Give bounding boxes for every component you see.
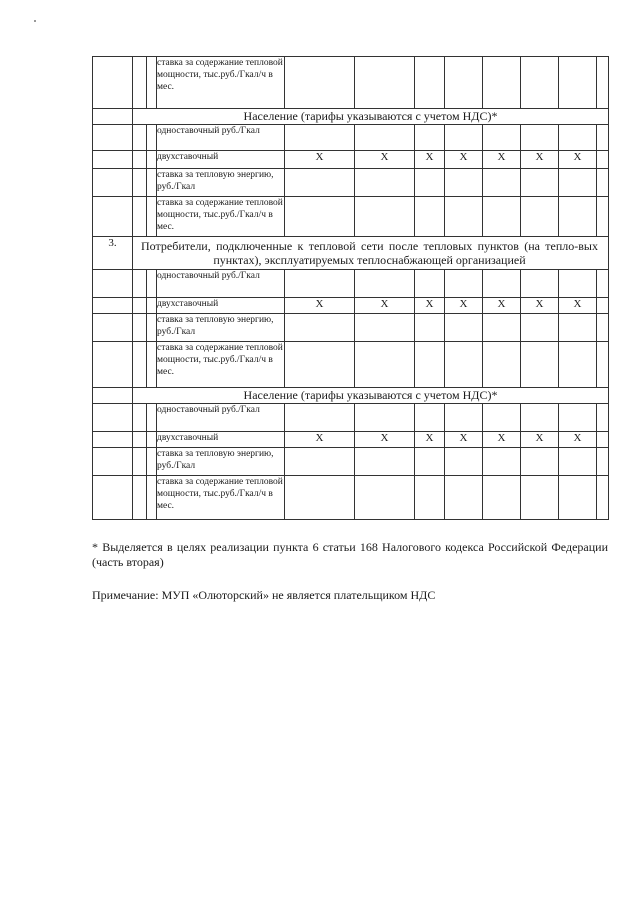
x-mark: X	[415, 298, 445, 314]
x-mark: X	[483, 151, 521, 169]
table-row	[93, 298, 609, 314]
x-mark: X	[355, 151, 415, 169]
section-row	[93, 109, 609, 125]
table-row	[93, 314, 609, 342]
row-label: двухставочный	[157, 432, 285, 448]
scan-mark	[34, 20, 36, 22]
table-row	[93, 125, 609, 151]
table-row	[93, 197, 609, 237]
x-mark: X	[445, 298, 483, 314]
row-label: одноставочный руб./Гкал	[157, 125, 285, 151]
table-row	[93, 476, 609, 520]
row-label: ставка за тепловую энергию, руб./Гкал	[157, 448, 285, 476]
row-label: ставка за содержание тепловой мощности, тыс.руб./Гкал/ч в мес.	[157, 57, 285, 109]
num-cell	[93, 57, 133, 109]
row-label: одноставочный руб./Гкал	[157, 404, 285, 432]
x-mark: X	[559, 432, 597, 448]
x-mark: X	[445, 151, 483, 169]
table-row	[93, 432, 609, 448]
row-label: двухставочный	[157, 298, 285, 314]
footnote: * Выделяется в целях реализации пункта 6 статьи 168 Налогового кодекса Российской Федерации (часть вторая)	[92, 540, 608, 569]
x-mark: X	[285, 298, 355, 314]
row-label: ставка за содержание тепловой мощности, тыс.руб./Гкал/ч в мес.	[157, 476, 285, 520]
table-row	[93, 169, 609, 197]
x-mark: X	[355, 432, 415, 448]
x-mark: X	[483, 298, 521, 314]
x-mark: X	[559, 298, 597, 314]
section-title: Потребители, подключенные к тепловой сети после тепловых пунктов (на тепло-вых пунктах), эксплуатируемых теплоснабжающей организацией	[133, 237, 609, 270]
table-row	[93, 404, 609, 432]
x-mark: X	[355, 298, 415, 314]
x-mark: X	[285, 432, 355, 448]
table-row	[93, 342, 609, 388]
x-mark: X	[285, 151, 355, 169]
x-mark: X	[415, 151, 445, 169]
row-label: одноставочный руб./Гкал	[157, 270, 285, 298]
x-mark: X	[483, 432, 521, 448]
x-mark: X	[521, 432, 559, 448]
section-title: Население (тарифы указываются с учетом НДС)*	[133, 109, 609, 125]
x-mark: X	[521, 151, 559, 169]
row-label: ставка за тепловую энергию, руб./Гкал	[157, 314, 285, 342]
x-mark: X	[559, 151, 597, 169]
row-label: ставка за содержание тепловой мощности, тыс.руб./Гкал/ч в мес.	[157, 342, 285, 388]
section-title: Население (тарифы указываются с учетом НДС)*	[133, 388, 609, 404]
table-row	[93, 57, 609, 109]
section-row	[93, 388, 609, 404]
note: Примечание: МУП «Олюторский» не является плательщиком НДС	[92, 588, 436, 602]
row-label: двухставочный	[157, 151, 285, 169]
row-label: ставка за содержание тепловой мощности, тыс.руб./Гкал/ч в мес.	[157, 197, 285, 237]
section-row	[93, 237, 609, 270]
table-row	[93, 151, 609, 169]
tariff-table	[92, 56, 609, 520]
num-cell	[93, 109, 133, 125]
x-mark: X	[415, 432, 445, 448]
x-mark: X	[445, 432, 483, 448]
table-row	[93, 270, 609, 298]
empty-cell	[147, 57, 157, 109]
table-row	[93, 448, 609, 476]
section-number: 3.	[93, 237, 133, 270]
x-mark: X	[521, 298, 559, 314]
row-label: ставка за тепловую энергию, руб./Гкал	[157, 169, 285, 197]
empty-cell	[133, 57, 147, 109]
